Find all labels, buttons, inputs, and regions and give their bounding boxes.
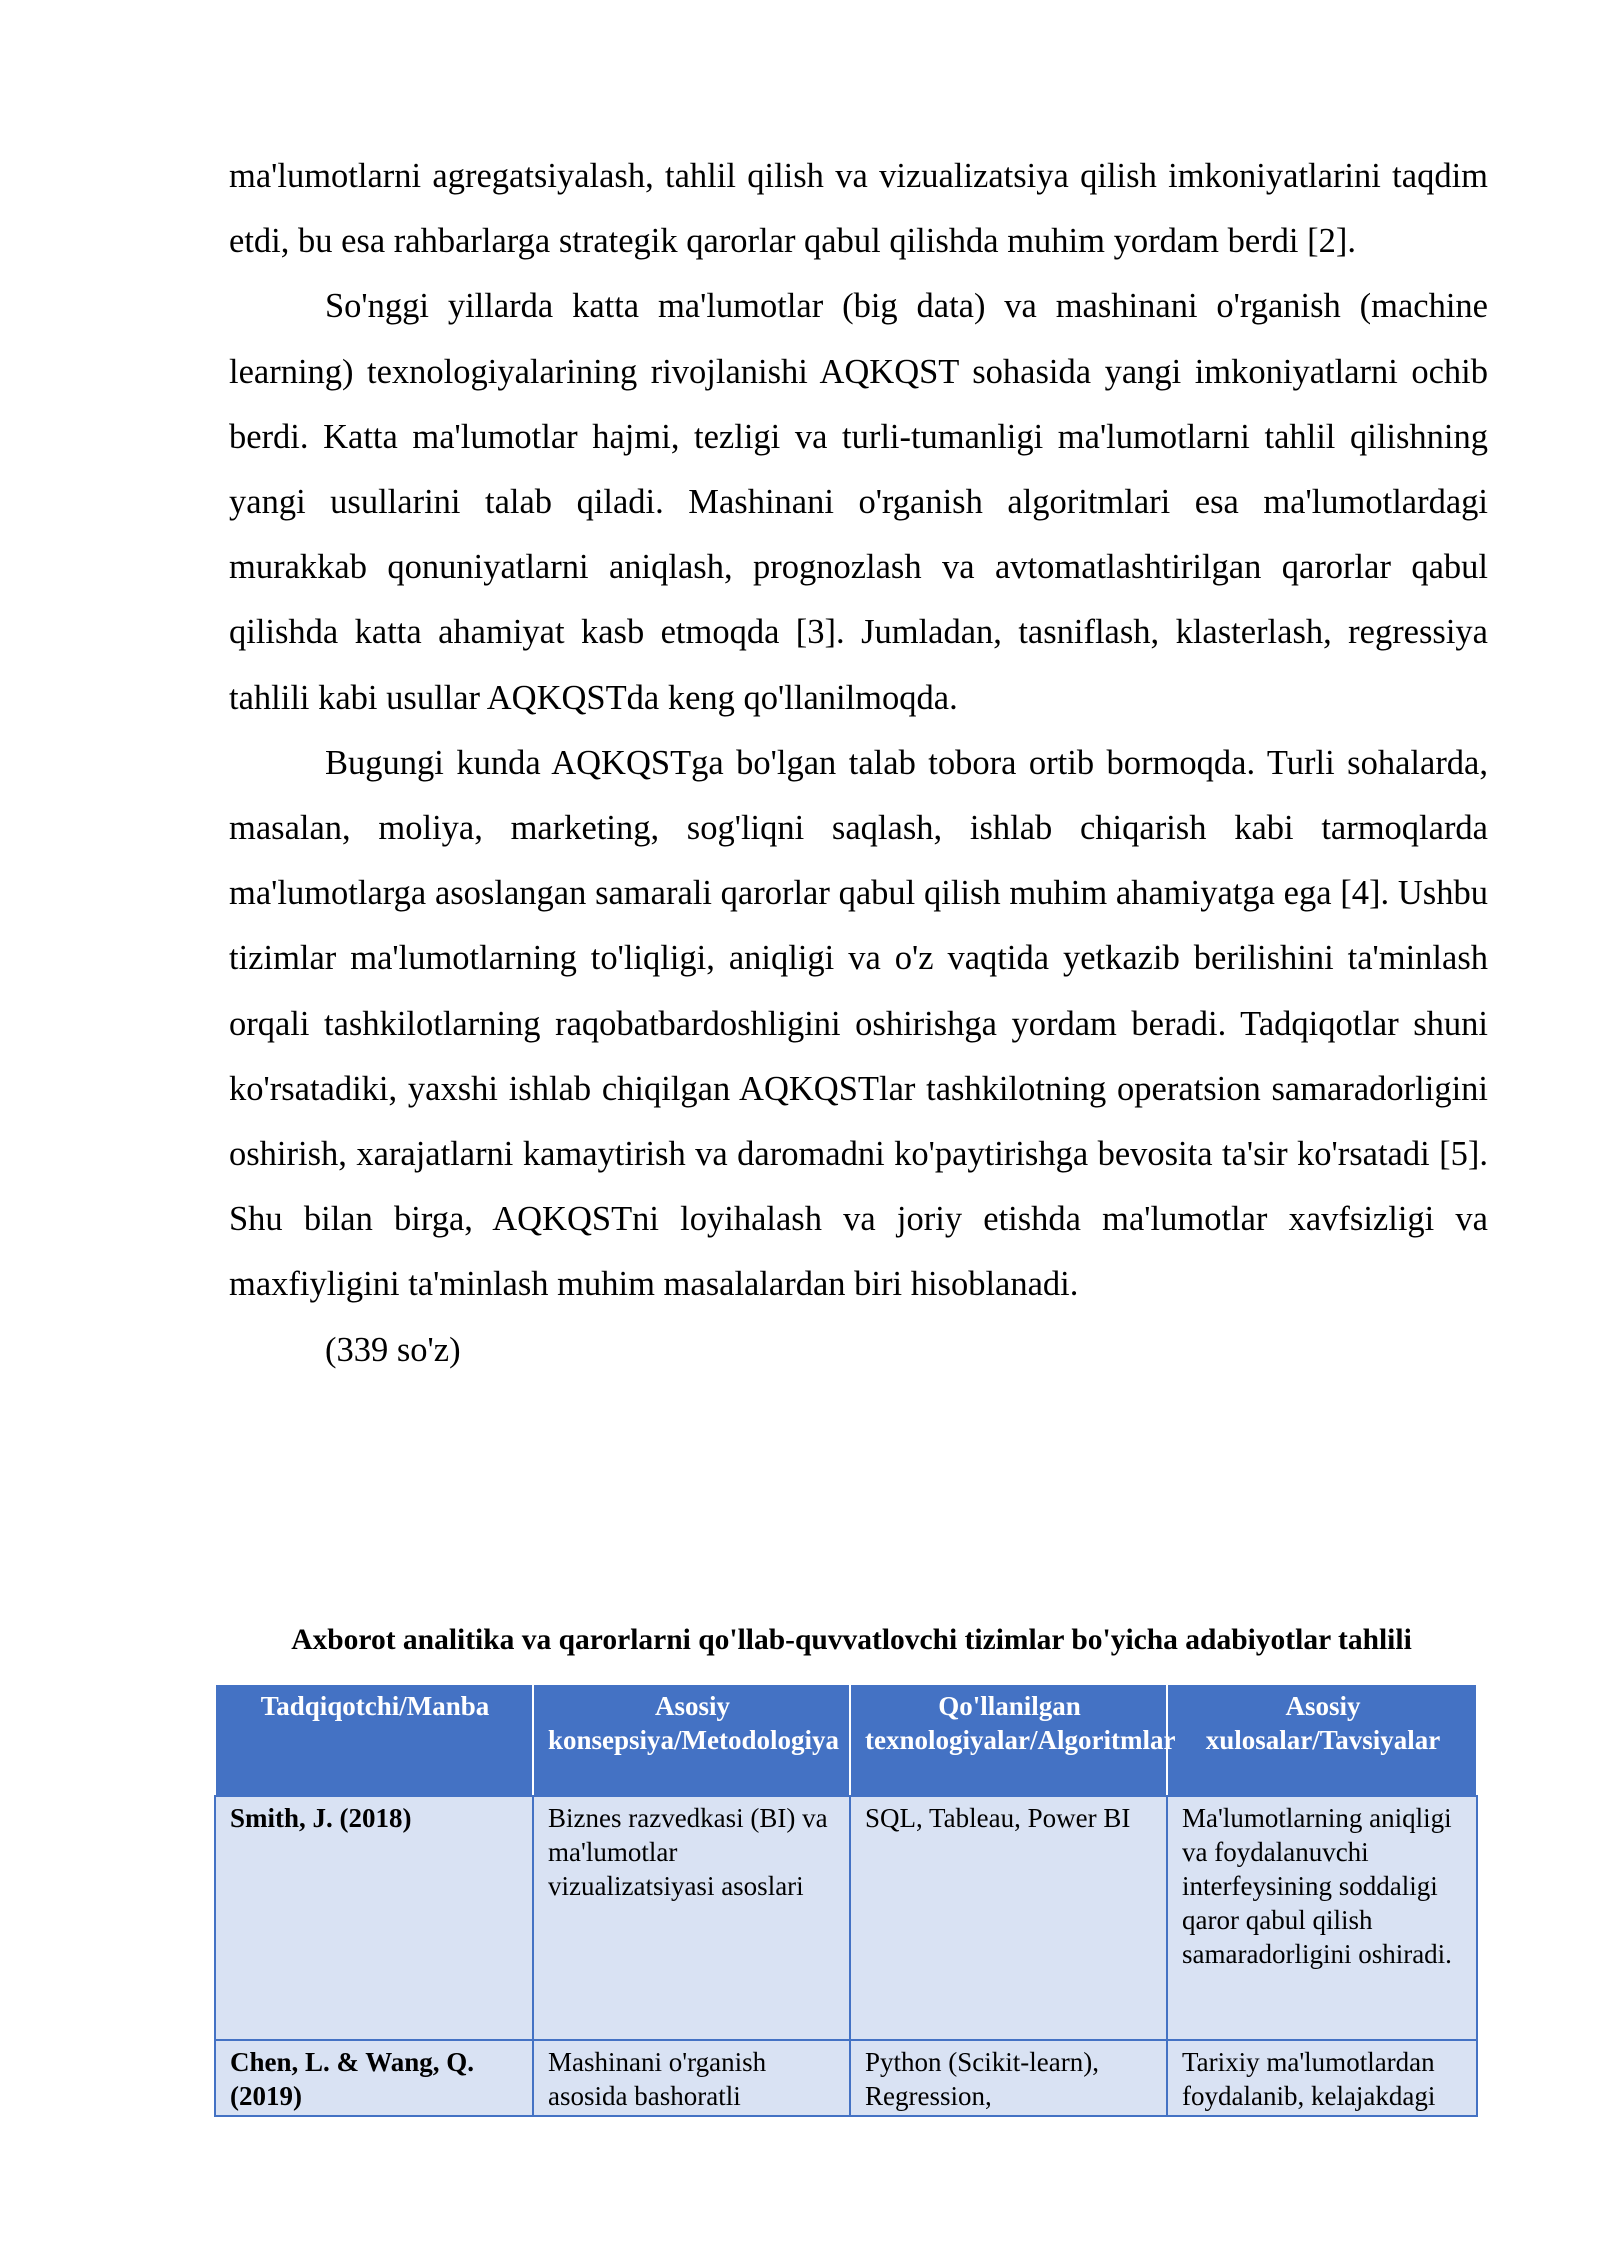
cell-concept: Biznes razvedkasi (BI) va ma'lumotlar vizualizatsiyasi asoslari [533,1796,850,2040]
body-text [229,144,1488,1383]
header-researcher: Tadqiqotchi/Manba [215,1684,533,1796]
header-technologies: Qo'llanilgan texnologiyalar/Algoritmlar [850,1684,1167,1796]
table-row [215,1796,1477,2040]
table-caption: Axborot analitika va qarorlarni qo'llab-quvvatlovchi tizimlar bo'yicha adabiyotlar tahlili [291,1624,1412,1656]
table-header-row [215,1684,1477,1796]
cell-technologies: Python (Scikit-learn), Regression, [850,2040,1167,2116]
table-row [215,2040,1477,2116]
cell-conclusions: Ma'lumotlarning aniqligi va foydalanuvchi interfeysining soddaligi qaror qabul qilish samaradorligini oshiradi. [1167,1796,1477,2040]
cell-conclusions: Tarixiy ma'lumotlardan foydalanib, kelajakdagi [1167,2040,1477,2116]
header-conclusions: Asosiy xulosalar/Tavsiyalar [1167,1684,1477,1796]
paragraph: So'nggi yillarda katta ma'lumotlar (big data) va mashinani o'rganish (machine learning) texnologiyalarining rivojlanishi AQKQST sohasida yangi imkoniyatlarni ochib berdi. Katta ma'lumotlar hajmi, tezligi va turli-tumanligi ma'lumotlarni tahlil qilishning yangi usullarini talab qiladi. Mashinani o'rganish algoritmlari esa ma'lumotlardagi murakkab qonuniyatlarni aniqlash, prognozlash va avtomatlashtirilgan qarorlar qabul qilishda katta ahamiyat kasb etmoqda [3]. Jumladan, tasniflash, klasterlash, regressiya tahlili kabi usullar AQKQSTda keng qo'llanilmoqda. [229,287,1488,717]
cell-concept: Mashinani o'rganish asosida bashoratli [533,2040,850,2116]
cell-technologies: SQL, Tableau, Power BI [850,1796,1167,2040]
cell-researcher: Smith, J. (2018) [215,1796,533,2040]
word-count: (339 so'z) [325,1330,461,1369]
header-concept: Asosiy konsepsiya/Metodologiya [533,1684,850,1796]
literature-table [214,1683,1478,2117]
cell-researcher: Chen, L. & Wang, Q. (2019) [215,2040,533,2116]
paragraph: ma'lumotlarni agregatsiyalash, tahlil qilish va vizualizatsiya qilish imkoniyatlarini taqdim etdi, bu esa rahbarlarga strategik qarorlar qabul qilishda muhim yordam berdi [2]. [229,157,1488,261]
paragraph: Bugungi kunda AQKQSTga bo'lgan talab tobora ortib bormoqda. Turli sohalarda, masalan, moliya, marketing, sog'liqni saqlash, ishlab chiqarish kabi tarmoqlarda ma'lumotlarga asoslangan samarali qarorlar qabul qilish muhim ahamiyatga ega [4]. Ushbu tizimlar ma'lumotlarning to'liqligi, aniqligi va o'z vaqtida yetkazib berilishini ta'minlash orqali tashkilotlarning raqobatbardoshligini oshirishga yordam beradi. Tadqiqotlar shuni ko'rsatadiki, yaxshi ishlab chiqilgan AQKQSTlar tashkilotning operatsion samaradorligini oshirish, xarajatlarni kamaytirish va daromadni ko'paytirishga bevosita ta'sir ko'rsatadi [5]. Shu bilan birga, AQKQSTni loyihalash va joriy etishda ma'lumotlar xavfsizligi va maxfiyligini ta'minlash muhim masalalardan biri hisoblanadi. [229,743,1488,1304]
